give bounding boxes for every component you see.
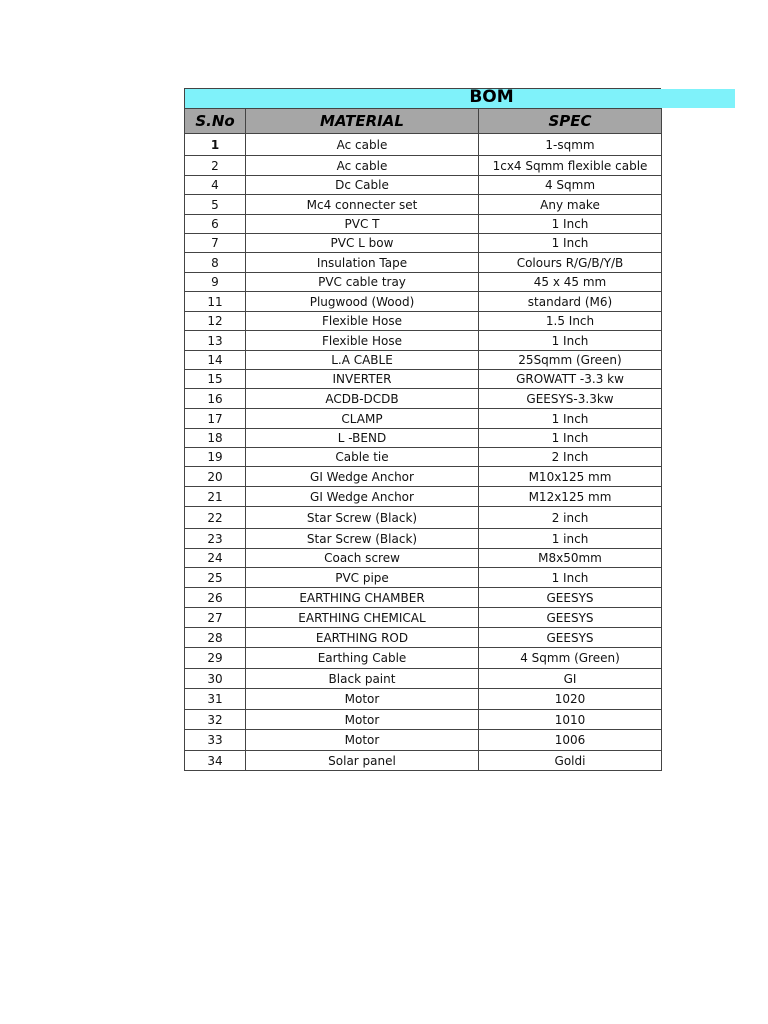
cell-material: L -BEND (246, 429, 479, 448)
cell-sno: 23 (185, 529, 246, 549)
cell-sno: 14 (185, 351, 246, 370)
cell-spec: 1 Inch (479, 215, 662, 234)
cell-material: Flexible Hose (246, 331, 479, 351)
cell-spec: 1 Inch (479, 234, 662, 253)
cell-material: Cable tie (246, 448, 479, 467)
cell-sno: 11 (185, 292, 246, 312)
cell-material: Insulation Tape (246, 253, 479, 273)
cell-spec: 1-sqmm (479, 134, 662, 156)
table-row (185, 467, 662, 487)
table-row (185, 549, 662, 568)
cell-sno: 5 (185, 195, 246, 215)
cell-spec: GROWATT -3.3 kw (479, 370, 662, 389)
cell-sno: 20 (185, 467, 246, 487)
cell-sno: 15 (185, 370, 246, 389)
table-row (185, 429, 662, 448)
cell-spec: GEESYS (479, 628, 662, 648)
table-row (185, 751, 662, 771)
cell-sno: 27 (185, 608, 246, 628)
cell-spec: 1cx4 Sqmm flexible cable (479, 156, 662, 176)
cell-material: L.A CABLE (246, 351, 479, 370)
cell-sno: 18 (185, 429, 246, 448)
table-row (185, 292, 662, 312)
cell-sno: 12 (185, 312, 246, 331)
cell-material: EARTHING CHEMICAL (246, 608, 479, 628)
cell-spec: GEESYS (479, 588, 662, 608)
cell-sno: 28 (185, 628, 246, 648)
cell-spec: 1 Inch (479, 568, 662, 588)
table-row (185, 312, 662, 331)
cell-spec: 1.5 Inch (479, 312, 662, 331)
cell-spec: 1010 (479, 710, 662, 730)
table-row (185, 253, 662, 273)
cell-sno: 22 (185, 507, 246, 529)
header-material: MATERIAL (246, 109, 479, 134)
cell-sno: 13 (185, 331, 246, 351)
cell-spec: 1 Inch (479, 331, 662, 351)
table-row (185, 507, 662, 529)
cell-sno: 32 (185, 710, 246, 730)
table-row (185, 448, 662, 467)
cell-sno: 9 (185, 273, 246, 292)
cell-material: Star Screw (Black) (246, 507, 479, 529)
cell-sno: 24 (185, 549, 246, 568)
table-row (185, 608, 662, 628)
table-row (185, 487, 662, 507)
cell-sno: 30 (185, 669, 246, 689)
table-row (185, 331, 662, 351)
cell-material: PVC cable tray (246, 273, 479, 292)
cell-spec: Any make (479, 195, 662, 215)
cell-material: Ac cable (246, 156, 479, 176)
cell-material: CLAMP (246, 409, 479, 429)
cell-sno: 1 (185, 134, 246, 156)
cell-material: Black paint (246, 669, 479, 689)
cell-spec: M8x50mm (479, 549, 662, 568)
cell-spec: GI (479, 669, 662, 689)
cell-sno: 29 (185, 648, 246, 669)
cell-spec: GEESYS (479, 608, 662, 628)
cell-material: Motor (246, 730, 479, 751)
cell-material: GI Wedge Anchor (246, 467, 479, 487)
cell-sno: 4 (185, 176, 246, 195)
table-row (185, 273, 662, 292)
cell-sno: 31 (185, 689, 246, 710)
cell-material: Flexible Hose (246, 312, 479, 331)
cell-material: INVERTER (246, 370, 479, 389)
cell-spec: 4 Sqmm (Green) (479, 648, 662, 669)
cell-spec: 1020 (479, 689, 662, 710)
table-row (185, 215, 662, 234)
cell-material: Coach screw (246, 549, 479, 568)
bom-title: BOM (469, 87, 514, 107)
cell-material: Motor (246, 689, 479, 710)
table-row (185, 648, 662, 669)
cell-spec: 45 x 45 mm (479, 273, 662, 292)
table-row (185, 156, 662, 176)
table-row (185, 389, 662, 409)
cell-material: Plugwood (Wood) (246, 292, 479, 312)
table-row (185, 195, 662, 215)
cell-material: PVC pipe (246, 568, 479, 588)
cell-sno: 34 (185, 751, 246, 771)
table-row (185, 710, 662, 730)
table-row (185, 409, 662, 429)
table-row (185, 234, 662, 253)
table-row (185, 568, 662, 588)
cell-spec: M10x125 mm (479, 467, 662, 487)
cell-sno: 26 (185, 588, 246, 608)
cell-material: EARTHING CHAMBER (246, 588, 479, 608)
cell-spec: 2 inch (479, 507, 662, 529)
bom-body (185, 134, 662, 771)
cell-material: EARTHING ROD (246, 628, 479, 648)
cell-spec: GEESYS-3.3kw (479, 389, 662, 409)
cell-material: Motor (246, 710, 479, 730)
cell-material: Dc Cable (246, 176, 479, 195)
table-row (185, 588, 662, 608)
cell-material: Ac cable (246, 134, 479, 156)
table-row (185, 370, 662, 389)
bom-table (184, 108, 662, 771)
table-row (185, 529, 662, 549)
cell-material: Star Screw (Black) (246, 529, 479, 549)
cell-spec: 25Sqmm (Green) (479, 351, 662, 370)
header-spec: SPEC (479, 109, 662, 134)
cell-sno: 21 (185, 487, 246, 507)
cell-spec: 1 inch (479, 529, 662, 549)
cell-material: PVC L bow (246, 234, 479, 253)
cell-spec: 1 Inch (479, 409, 662, 429)
cell-sno: 33 (185, 730, 246, 751)
cell-sno: 8 (185, 253, 246, 273)
cell-sno: 2 (185, 156, 246, 176)
table-row (185, 134, 662, 156)
cell-sno: 7 (185, 234, 246, 253)
cell-spec: M12x125 mm (479, 487, 662, 507)
cell-sno: 16 (185, 389, 246, 409)
cell-material: GI Wedge Anchor (246, 487, 479, 507)
table-row (185, 730, 662, 751)
table-row (185, 689, 662, 710)
table-row (185, 669, 662, 689)
cell-sno: 25 (185, 568, 246, 588)
cell-spec: standard (M6) (479, 292, 662, 312)
cell-spec: 1 Inch (479, 429, 662, 448)
cell-sno: 17 (185, 409, 246, 429)
table-row (185, 628, 662, 648)
header-sno: S.No (185, 109, 246, 134)
cell-spec: 4 Sqmm (479, 176, 662, 195)
cell-material: Earthing Cable (246, 648, 479, 669)
cell-spec: Colours R/G/B/Y/B (479, 253, 662, 273)
header-row (185, 109, 662, 134)
cell-spec: 2 Inch (479, 448, 662, 467)
table-row (185, 176, 662, 195)
cell-material: ACDB-DCDB (246, 389, 479, 409)
cell-sno: 19 (185, 448, 246, 467)
table-row (185, 351, 662, 370)
cell-spec: 1006 (479, 730, 662, 751)
cell-material: PVC T (246, 215, 479, 234)
cell-material: Solar panel (246, 751, 479, 771)
cell-spec: Goldi (479, 751, 662, 771)
cell-sno: 6 (185, 215, 246, 234)
cell-material: Mc4 connecter set (246, 195, 479, 215)
